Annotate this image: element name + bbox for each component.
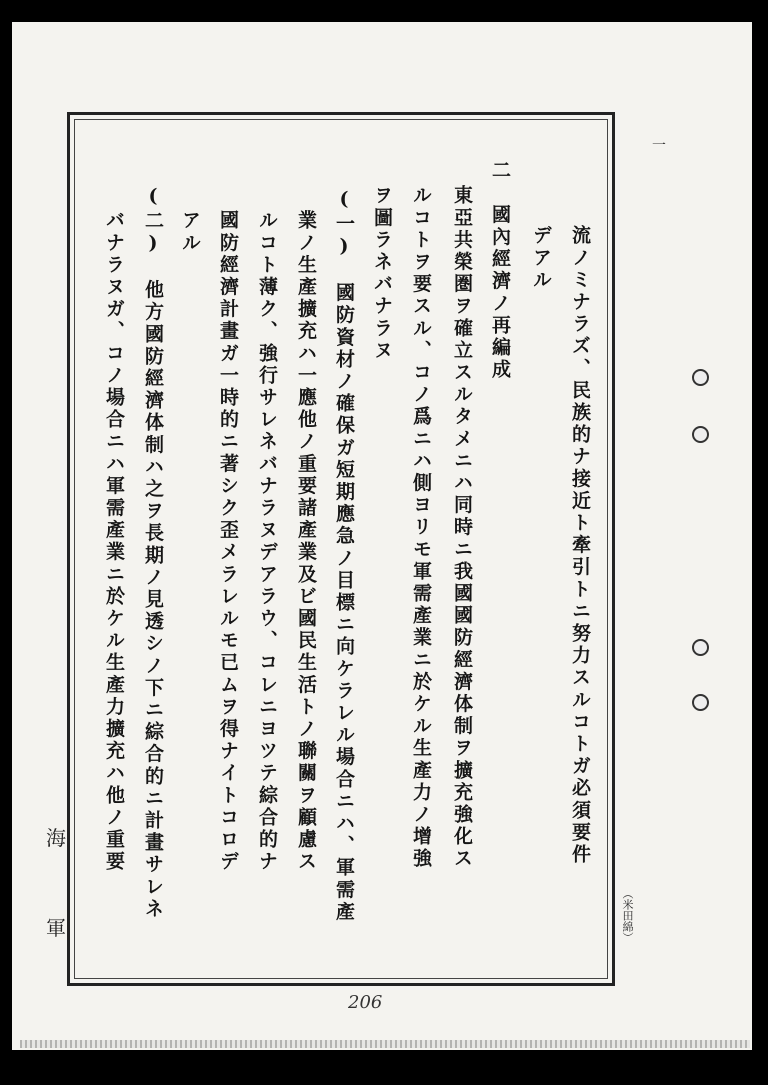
margin-char-1: 海 <box>46 826 66 850</box>
text-column-2: デアル <box>530 225 552 292</box>
scan-edge <box>20 1040 750 1048</box>
text-column-13: バナラヌガ、コノ場合ニハ軍需產業ニ於ケル生產力擴充ハ他ノ重要 <box>103 210 125 873</box>
page-number: 206 <box>348 992 383 1013</box>
text-column-9: ルコト薄ク、強行サレネバナラヌデアラウ、コレニヨツテ綜合的ナ <box>256 210 278 873</box>
text-column-5: ルコトヲ要スル、コノ爲ニハ側ヨリモ軍需產業ニ於ケル生產力ノ增強 <box>410 185 432 871</box>
text-column-1: 流ノミナラズ、民族的ナ接近ト牽引トニ努力スルコトガ必須要件 <box>569 225 591 866</box>
punch-hole-icon <box>692 639 709 656</box>
text-column-12: (二) 他方國防經濟体制ハ之ヲ長期ノ見透シノ下ニ綜合的ニ計畫サレネ <box>142 185 164 921</box>
margin-mark: 一 <box>652 138 666 154</box>
section-heading: 二 國內經濟ノ再編成 <box>489 160 511 381</box>
punch-hole-icon <box>692 694 709 711</box>
author-note: （米田綿） <box>621 888 634 943</box>
margin-char-2: 軍 <box>46 916 66 940</box>
text-column-6: ヲ圖ラネバナラヌ <box>371 185 393 362</box>
text-column-8: 業ノ生產擴充ハ一應他ノ重要諸產業及ビ國民生活トノ聯關ヲ顧慮ス <box>295 210 317 873</box>
punch-hole-icon <box>692 426 709 443</box>
text-column-4: 東亞共榮圏ヲ確立スルタメニハ同時ニ我國國防經濟体制ヲ擴充強化ス <box>451 185 473 871</box>
text-column-10: 國防經濟計畫ガ一時的ニ著シク歪メラレルモ已ムヲ得ナイトコロデ <box>217 210 239 873</box>
text-column-11: アル <box>179 210 201 255</box>
text-column-7: (一) 國防資材ノ確保ガ短期應急ノ目標ニ向ケラレル場合ニハ、軍需產 <box>333 188 355 924</box>
punch-hole-icon <box>692 369 709 386</box>
